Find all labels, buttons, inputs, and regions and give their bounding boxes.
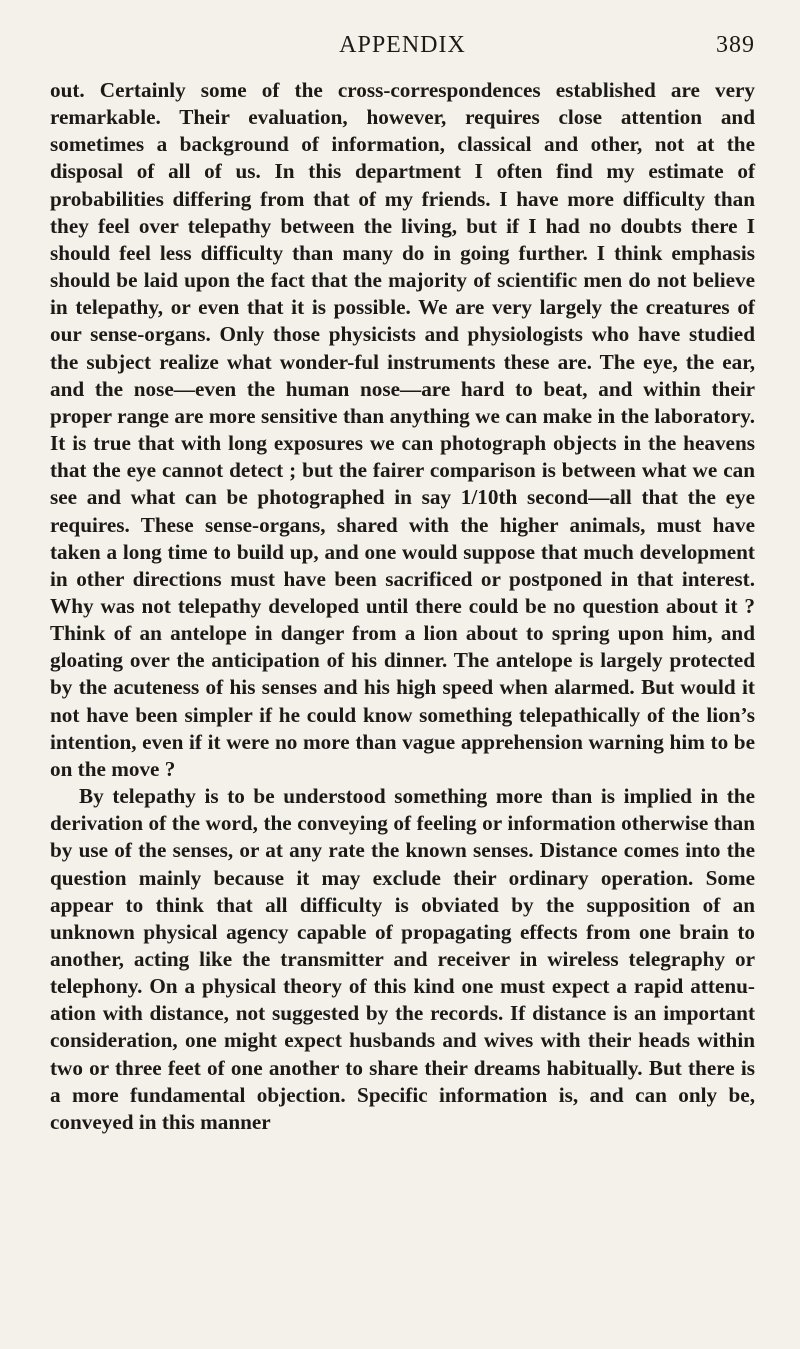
paragraph-telepathy-definition: By telepathy is to be understood something more than is implied in the derivation of the word, the conveying of feeling or information otherwise than by use of the senses, or at any rate the known senses. Distance comes into the question mainly because it may exclude their ordinary operation. Some appear to think that all difficulty is obviated by the supposition of an unknown physical agency capable of propagating effects from one brain to another, acting like the transmitter and receiver in wireless telegraphy or telephony. On a physical theory of this kind one must expect a rapid attenu-ation with distance, not suggested by the records. If distance is an important consideration, one might expect husbands and wives with their heads within two or three feet of one another to share their dreams habitually. But there is a more fundamental objection. Specific information is, and can only be, conveyed in this manner xyxy=(50,784,755,1134)
body-text xyxy=(50,77,755,1136)
page-number: 389 xyxy=(716,32,755,58)
paragraph-continued: out. Certainly some of the cross-correspondences established are very remarkable. Their evaluation, however, requires close attention and sometimes a background of information, classical and other, not at the disposal of all of us. In this department I often find my estimate of probabilities differing from that of my friends. I have more difficulty than they feel over telepathy between the living, but if I had no doubts there I should feel less difficulty than many do in going further. I think emphasis should be laid upon the fact that the majority of scientific men do not believe in telepathy, or even that it is possible. We are very largely the creatures of our sense-organs. Only those physicists and physiologists who have studied the subject realize what wonder-ful instruments these are. The eye, the ear, and the nose—even the human nose—are hard to beat, and within their proper range are more sensitive than anything we can make in the laboratory. It is true that with long exposures we can photograph objects in the heavens that the eye cannot detect ; but the fairer comparison is between what we can see and what can be photographed in say 1/10th second—all that the eye requires. These sense-organs, shared with the higher animals, must have taken a long time to build up, and one would suppose that much development in other directions must have been sacrificed or postponed in that interest. Why was not telepathy developed until there could be no question about it ? Think of an antelope in danger from a lion about to spring upon him, and gloating over the anticipation of his dinner. The antelope is largely protected by the acuteness of his senses and his high speed when alarmed. But would it not have been simpler if he could know something telepathically of the lion’s intention, even if it were no more than vague apprehension warning him to be on the move ? xyxy=(50,78,755,781)
running-header xyxy=(50,32,755,66)
running-title: APPENDIX xyxy=(339,32,466,58)
